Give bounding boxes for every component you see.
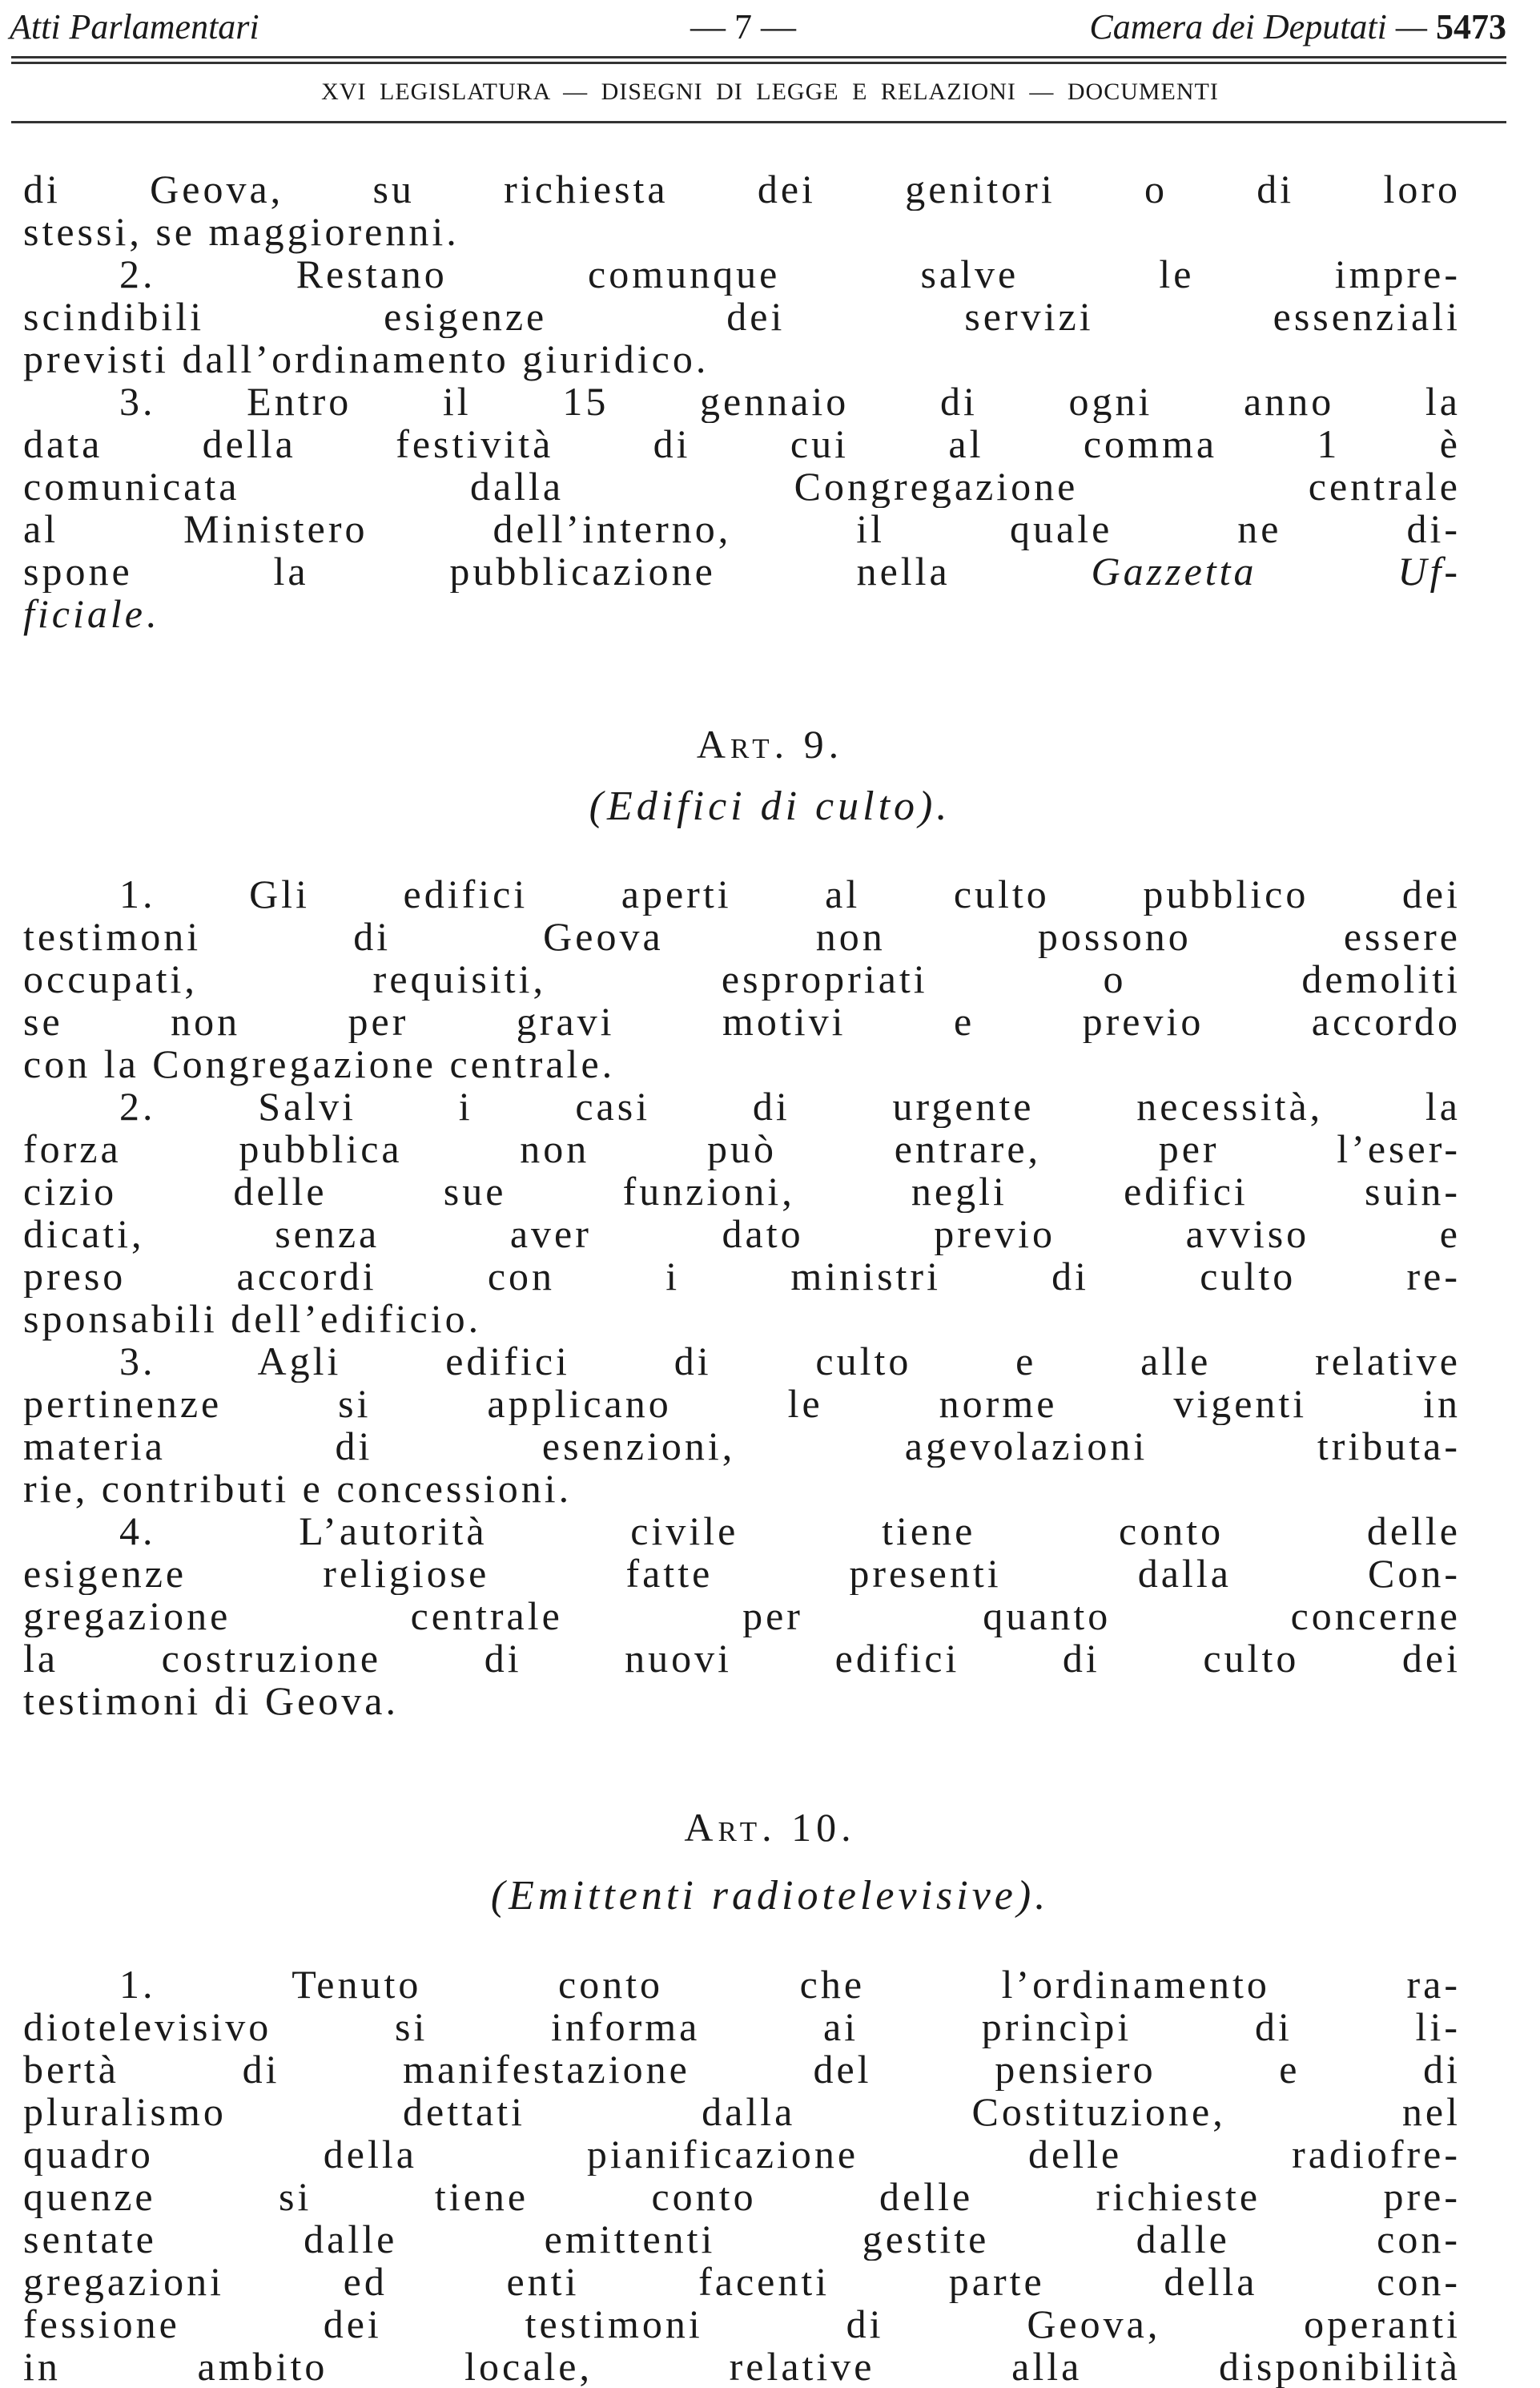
line-text: fessione dei testimoni di Geova, operanti: [23, 2303, 1461, 2346]
text-line: [23, 2261, 1461, 2303]
text-line: [23, 1425, 1461, 1468]
article-10-body: [23, 1963, 1461, 2388]
text-line: [23, 381, 1461, 423]
line-text: sentate dalle emittenti gestite dalle con-: [23, 2218, 1461, 2261]
line-text: gregazione centrale per quanto concerne: [23, 1595, 1461, 1637]
line-text: quadro della pianificazione delle radiofre-: [23, 2133, 1461, 2176]
line-text: al Ministero dell’interno, il quale ne di-: [23, 508, 1461, 550]
text-line: [23, 1170, 1461, 1213]
text-line: [23, 1340, 1461, 1383]
line-text: quenze si tiene conto delle richieste pre-: [23, 2176, 1461, 2218]
subheader-rule: [11, 121, 1506, 123]
header-rule-top: [11, 56, 1506, 58]
italic-text: ficiale: [23, 591, 146, 636]
text-line: [23, 1595, 1461, 1637]
line-text: con la Congregazione centrale.: [23, 1041, 616, 1086]
line-text: dicati, senza aver dato previo avviso e: [23, 1213, 1461, 1255]
line-text: sponsabili dell’edificio.: [23, 1296, 482, 1341]
text-line: [23, 593, 1461, 635]
text-line: [23, 1001, 1461, 1043]
text-line: [23, 465, 1461, 508]
line-text: 4. L’autorità civile tiene conto delle: [119, 1510, 1461, 1552]
line-text: pertinenze si applicano le norme vigenti in: [23, 1383, 1461, 1425]
line-text: 1. Tenuto conto che l’ordinamento ra-: [119, 1963, 1461, 2006]
line-text: scindibili esigenze dei servizi essenziali: [23, 296, 1461, 338]
text-line: [23, 168, 1461, 211]
line-text: rie, contributi e concessioni.: [23, 1466, 573, 1511]
article-10-number: Art. 10.: [684, 1805, 856, 1850]
line-text: testimoni di Geova.: [23, 1678, 399, 1723]
header-rule-bottom: [11, 62, 1506, 64]
page-header: [10, 6, 1506, 51]
line-text: forza pubblica non può entrare, per l’eser-: [23, 1128, 1461, 1170]
line-text: 2. Restano comunque salve le impre-: [119, 253, 1461, 296]
article-8-continuation: [23, 168, 1461, 635]
text-line: [23, 1255, 1461, 1298]
line-text: bertà di manifestazione del pensiero e di: [23, 2048, 1461, 2091]
text-line: [23, 296, 1461, 338]
line-text: in ambito locale, relative alla disponibilità: [23, 2346, 1461, 2388]
line-text: di Geova, su richiesta dei genitori o di loro: [23, 168, 1461, 211]
text-line: [23, 423, 1461, 465]
text-line: [23, 1043, 1461, 1085]
line-text: 1. Gli edifici aperti al culto pubblico dei: [119, 873, 1461, 916]
line-text: occupati, requisiti, espropriati o demoliti: [23, 958, 1461, 1001]
text-line: [23, 1552, 1461, 1595]
line-text: se non per gravi motivi e previo accordo: [23, 1001, 1461, 1043]
text-line: [23, 2303, 1461, 2346]
article-9-heading: [0, 721, 1540, 767]
line-text: comunicata dalla Congregazione centrale: [23, 465, 1461, 508]
text-line: [23, 2176, 1461, 2218]
text-line: [23, 873, 1461, 916]
text-line: [23, 1383, 1461, 1425]
line-text: data della festività di cui al comma 1 è: [23, 423, 1461, 465]
text-line: [23, 508, 1461, 550]
text-line: [23, 338, 1461, 381]
text-line: [23, 1468, 1461, 1510]
article-10-rubric: (Emittenti radiotelevisive).: [490, 1873, 1050, 1919]
article-9-rubric: (Edifici di culto).: [589, 783, 951, 829]
line-text: previsti dall’ordinamento giuridico.: [23, 336, 710, 381]
text-line: [23, 1213, 1461, 1255]
text-line: [23, 1085, 1461, 1128]
italic-text: Gazzetta Uf-: [1091, 550, 1461, 593]
text-line: [23, 1298, 1461, 1340]
text-line: [23, 2133, 1461, 2176]
text-line: [23, 2346, 1461, 2388]
document-number: 5473: [1436, 7, 1506, 46]
text-line: [23, 2006, 1461, 2048]
text-line: [23, 211, 1461, 253]
text-line: [23, 1510, 1461, 1552]
line-text: la costruzione di nuovi edifici di culto dei: [23, 1637, 1461, 1680]
article-9-body: [23, 873, 1461, 1722]
line-text: 3. Entro il 15 gennaio di ogni anno la: [119, 381, 1461, 423]
text-line: [23, 1128, 1461, 1170]
line-text: preso accordi con i ministri di culto re-: [23, 1255, 1461, 1298]
header-chamber-name: Camera dei Deputati —: [1089, 7, 1427, 46]
text-line: [23, 2048, 1461, 2091]
line-text: stessi, se maggiorenni.: [23, 209, 460, 254]
line-text: materia di esenzioni, agevolazioni tributa-: [23, 1425, 1461, 1468]
text-line: [23, 2218, 1461, 2261]
line-text: 3. Agli edifici di culto e alle relative: [119, 1340, 1461, 1383]
line-text: spone la pubblicazione nella: [23, 550, 1092, 593]
line-text: cizio delle sue funzioni, negli edifici suin-: [23, 1170, 1461, 1213]
line-text: 2. Salvi i casi di urgente necessità, la: [119, 1085, 1461, 1128]
text-line: [23, 916, 1461, 958]
text-line: [23, 1680, 1461, 1722]
line-text: gregazioni ed enti facenti parte della con-: [23, 2261, 1461, 2303]
line-text: testimoni di Geova non possono essere: [23, 916, 1461, 958]
text-line: [23, 550, 1461, 593]
article-10-heading: [0, 1804, 1540, 1850]
header-chamber: [1089, 6, 1506, 47]
text-line: [23, 1637, 1461, 1680]
article-9-number: Art. 9.: [696, 722, 844, 767]
text-line: [23, 958, 1461, 1001]
text-line: [23, 253, 1461, 296]
line-text: esigenze religiose fatte presenti dalla Con-: [23, 1552, 1461, 1595]
line-text: pluralismo dettati dalla Costituzione, nel: [23, 2091, 1461, 2133]
header-publication: Atti Parlamentari: [10, 7, 259, 46]
line-text-suffix: .: [145, 591, 159, 636]
page-number: — 7 —: [690, 7, 796, 46]
legislature-subheader: XVI LEGISLATURA — DISEGNI DI LEGGE E RELAZIONI — DOCUMENTI: [321, 79, 1219, 105]
text-line: [23, 2091, 1461, 2133]
line-text: diotelevisivo si informa ai princìpi di li-: [23, 2006, 1461, 2048]
text-line: [23, 1963, 1461, 2006]
